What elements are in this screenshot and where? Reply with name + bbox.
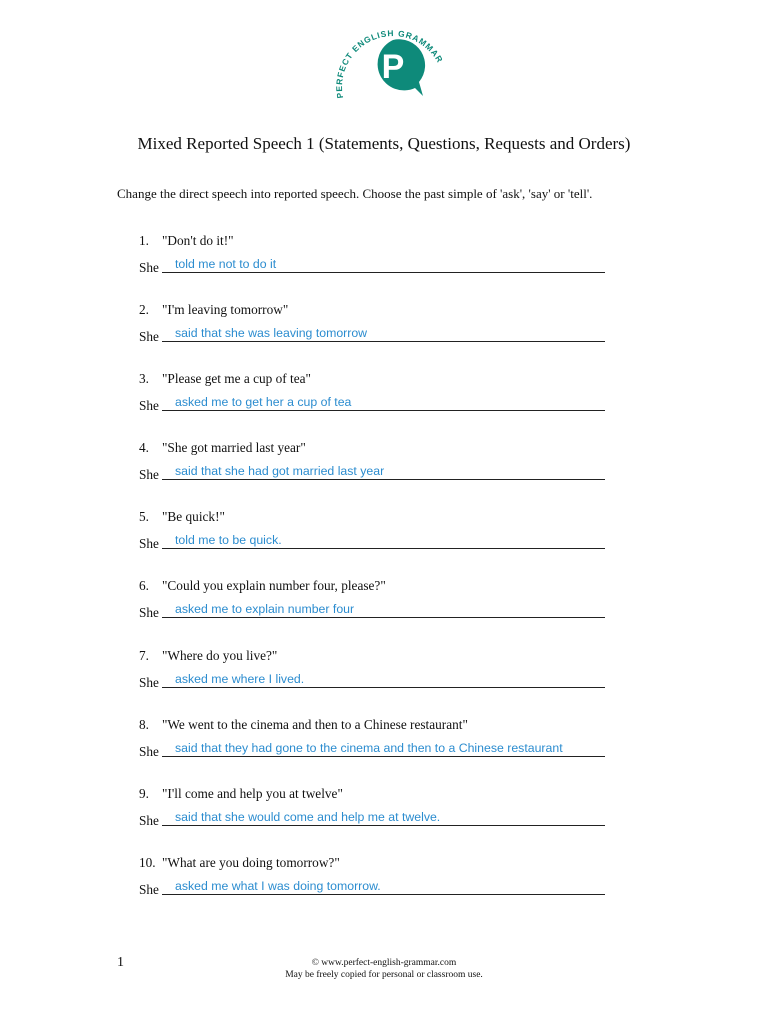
exercise-item (139, 578, 609, 638)
answer-line (162, 894, 605, 895)
reported-speech-answer: asked me to get her a cup of tea (175, 395, 352, 409)
exercise-number: 7. (139, 648, 149, 663)
direct-speech: "What are you doing tomorrow?" (162, 855, 340, 870)
reported-speech-answer: said that they had gone to the cinema and then to a Chinese restaurant (175, 741, 563, 755)
page-number: 1 (117, 955, 124, 970)
reported-speech-answer: said that she would come and help me at twelve. (175, 810, 441, 824)
answer-line (162, 687, 605, 688)
reported-speech-answer: told me to be quick. (175, 533, 282, 547)
exercise-number: 3. (139, 371, 149, 386)
logo-ring-text: PERFECT ENGLISH GRAMMAR (334, 27, 445, 100)
logo-letter: P (381, 48, 405, 86)
exercise-prompt (139, 233, 234, 249)
direct-speech: "Be quick!" (162, 509, 225, 524)
exercise-item (139, 233, 609, 293)
answer-line (162, 341, 605, 342)
exercise-number: 5. (139, 509, 149, 524)
exercise-number: 1. (139, 233, 149, 248)
exercise-prompt (139, 786, 343, 802)
answer-line (162, 410, 605, 411)
exercise-prompt (139, 717, 468, 733)
exercise-prompt (139, 578, 386, 594)
direct-speech: "We went to the cinema and then to a Chinese restaurant" (162, 717, 468, 732)
exercise-number: 9. (139, 786, 149, 801)
reported-speech-answer: said that she was leaving tomorrow (175, 326, 368, 340)
subject-label: She (139, 260, 159, 275)
answer-line (162, 272, 605, 273)
direct-speech: "I'm leaving tomorrow" (162, 302, 289, 317)
answer-row (139, 740, 605, 760)
exercise-prompt (139, 371, 311, 387)
subject-label: She (139, 744, 159, 759)
subject-label: She (139, 329, 159, 344)
exercise-prompt (139, 302, 288, 318)
exercise-number: 4. (139, 440, 149, 455)
answer-row (139, 463, 605, 483)
exercise-number: 8. (139, 717, 149, 732)
direct-speech: "Could you explain number four, please?" (162, 578, 386, 593)
answer-line (162, 617, 605, 618)
answer-line (162, 825, 605, 826)
exercise-number: 10. (139, 855, 156, 870)
direct-speech: "She got married last year" (162, 440, 306, 455)
answer-line (162, 548, 605, 549)
direct-speech: "I'll come and help you at twelve" (162, 786, 343, 801)
exercise-item (139, 717, 609, 777)
exercise-item (139, 371, 609, 431)
answer-row (139, 809, 605, 829)
answer-row (139, 601, 605, 621)
direct-speech: "Don't do it!" (162, 233, 234, 248)
subject-label: She (139, 467, 159, 482)
answer-row (139, 256, 605, 276)
reported-speech-answer: said that she had got married last year (175, 464, 385, 478)
subject-label: She (139, 605, 159, 620)
exercise-prompt (139, 648, 277, 664)
subject-label: She (139, 882, 159, 897)
footer-copyright: © www.perfect-english-grammar.com (311, 958, 457, 968)
exercise-number: 6. (139, 578, 149, 593)
answer-row (139, 325, 605, 345)
direct-speech: "Where do you live?" (162, 648, 278, 663)
reported-speech-answer: asked me what I was doing tomorrow. (175, 879, 381, 893)
exercise-item (139, 440, 609, 500)
subject-label: She (139, 536, 159, 551)
exercise-number: 2. (139, 302, 149, 317)
exercise-item (139, 855, 609, 915)
exercise-prompt (139, 440, 306, 456)
exercise-prompt (139, 509, 225, 525)
reported-speech-answer: asked me to explain number four (175, 602, 355, 616)
footer (0, 957, 768, 981)
instructions-text: Change the direct speech into reported speech. Choose the past simple of 'ask', 'say' or 'tell'. (117, 186, 593, 201)
perfect-english-grammar-logo (325, 20, 445, 120)
exercise-item (139, 302, 609, 362)
answer-row (139, 532, 605, 552)
reported-speech-answer: asked me where I lived. (175, 672, 305, 686)
exercise-prompt (139, 855, 340, 871)
answer-row (139, 878, 605, 898)
answer-row (139, 394, 605, 414)
subject-label: She (139, 813, 159, 828)
reported-speech-answer: told me not to do it (175, 257, 277, 271)
exercise-item (139, 648, 609, 708)
exercise-item (139, 509, 609, 569)
exercise-item (139, 786, 609, 846)
direct-speech: "Please get me a cup of tea" (162, 371, 311, 386)
answer-row (139, 671, 605, 691)
answer-line (162, 756, 605, 757)
answer-line (162, 479, 605, 480)
subject-label: She (139, 398, 159, 413)
footer-license: May be freely copied for personal or classroom use. (285, 970, 483, 980)
worksheet-title: Mixed Reported Speech 1 (Statements, Questions, Requests and Orders) (137, 134, 631, 153)
subject-label: She (139, 675, 159, 690)
